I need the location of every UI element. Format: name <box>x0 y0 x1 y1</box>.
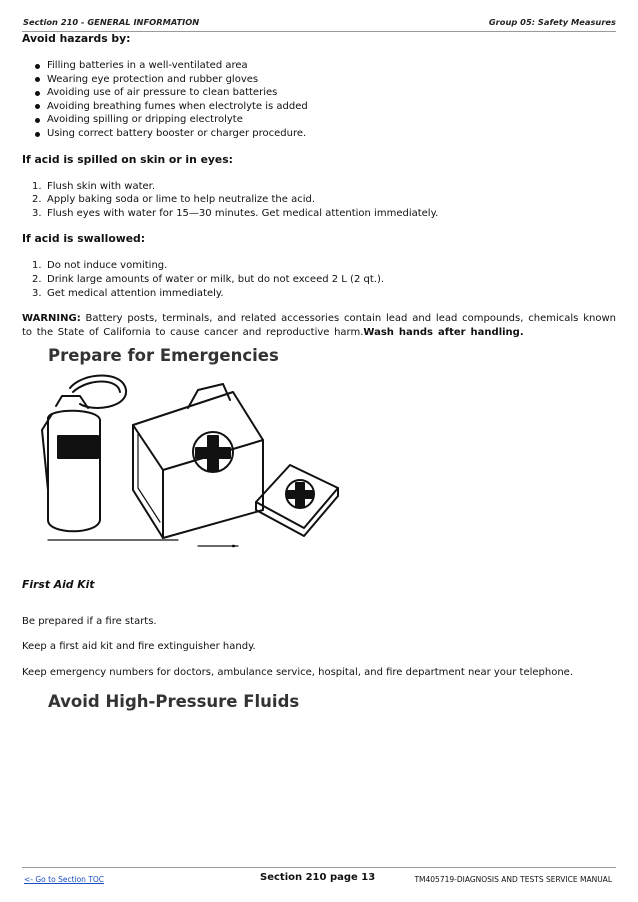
emergency-paragraph-3: Keep emergency numbers for doctors, ambulance service, hospital, and fire department near your telephone. <box>22 667 574 678</box>
list-item: Avoiding spilling or dripping electrolyte <box>47 113 616 127</box>
acid-swallow-steps <box>22 259 616 300</box>
list-item <box>32 180 616 194</box>
emergency-paragraph-1: Be prepared if a fire starts. <box>22 616 157 627</box>
acid-swallow-heading: If acid is swallowed: <box>22 232 146 246</box>
list-item: Avoiding use of air pressure to clean batteries <box>47 86 616 100</box>
step-number: 1. <box>32 260 42 272</box>
step-text: Flush skin with water. <box>47 180 156 192</box>
section-toc-link[interactable]: <- Go to Section TOC <box>24 875 105 884</box>
page-footer <box>22 867 616 888</box>
step-number: 2. <box>32 273 42 285</box>
warning-text: Battery posts, terminals, and related accessories contain lead and lead compounds, chemicals known to the State of California to cause cancer and reproductive harm. <box>22 313 616 339</box>
step-number: 3. <box>32 287 42 299</box>
list-item: Avoiding breathing fumes when electrolyte is added <box>47 100 616 114</box>
warning-label: WARNING: <box>22 313 81 325</box>
manual-title: TM405719-DIAGNOSIS AND TESTS SERVICE MANUAL <box>414 875 612 884</box>
emergency-paragraph-2: Keep a first aid kit and fire extinguisher handy. <box>22 641 256 652</box>
page-number: Section 210 page 13 <box>260 872 376 883</box>
first-aid-drawing <box>38 370 348 555</box>
hazards-list <box>22 59 616 141</box>
list-item: Wearing eye protection and rubber gloves <box>47 73 616 87</box>
figure-caption: First Aid Kit <box>22 578 95 591</box>
emergencies-title: Prepare for Emergencies <box>48 346 279 365</box>
warning-bold-tail: Wash hands after handling. <box>363 327 524 339</box>
list-item <box>32 259 616 273</box>
list-item <box>32 273 616 287</box>
warning-paragraph <box>22 312 616 340</box>
page-header <box>22 17 616 32</box>
step-text: Flush eyes with water for 15—30 minutes. Get medical attention immediately. <box>47 207 439 219</box>
step-text: Apply baking soda or lime to help neutralize the acid. <box>47 194 315 206</box>
high-pressure-title: Avoid High-Pressure Fluids <box>48 692 300 711</box>
header-section: Section 210 - GENERAL INFORMATION <box>23 17 200 27</box>
list-item <box>32 287 616 301</box>
step-text: Drink large amounts of water or milk, but do not exceed 2 L (2 qt.). <box>47 273 385 285</box>
main-content <box>22 32 616 340</box>
header-group: Group 05: Safety Measures <box>488 17 616 27</box>
step-text: Get medical attention immediately. <box>47 287 224 299</box>
first-aid-illustration <box>38 370 348 555</box>
list-item <box>32 207 616 221</box>
list-item: Using correct battery booster or charger procedure. <box>47 127 616 141</box>
step-number: 2. <box>32 194 42 206</box>
step-text: Do not induce vomiting. <box>47 260 168 272</box>
step-number: 1. <box>32 180 42 192</box>
acid-skin-heading: If acid is spilled on skin or in eyes: <box>22 152 233 166</box>
hazards-heading: Avoid hazards by: <box>22 32 131 45</box>
acid-skin-steps <box>22 180 616 221</box>
step-number: 3. <box>32 207 42 219</box>
list-item: Filling batteries in a well-ventilated area <box>47 59 616 73</box>
list-item <box>32 193 616 207</box>
